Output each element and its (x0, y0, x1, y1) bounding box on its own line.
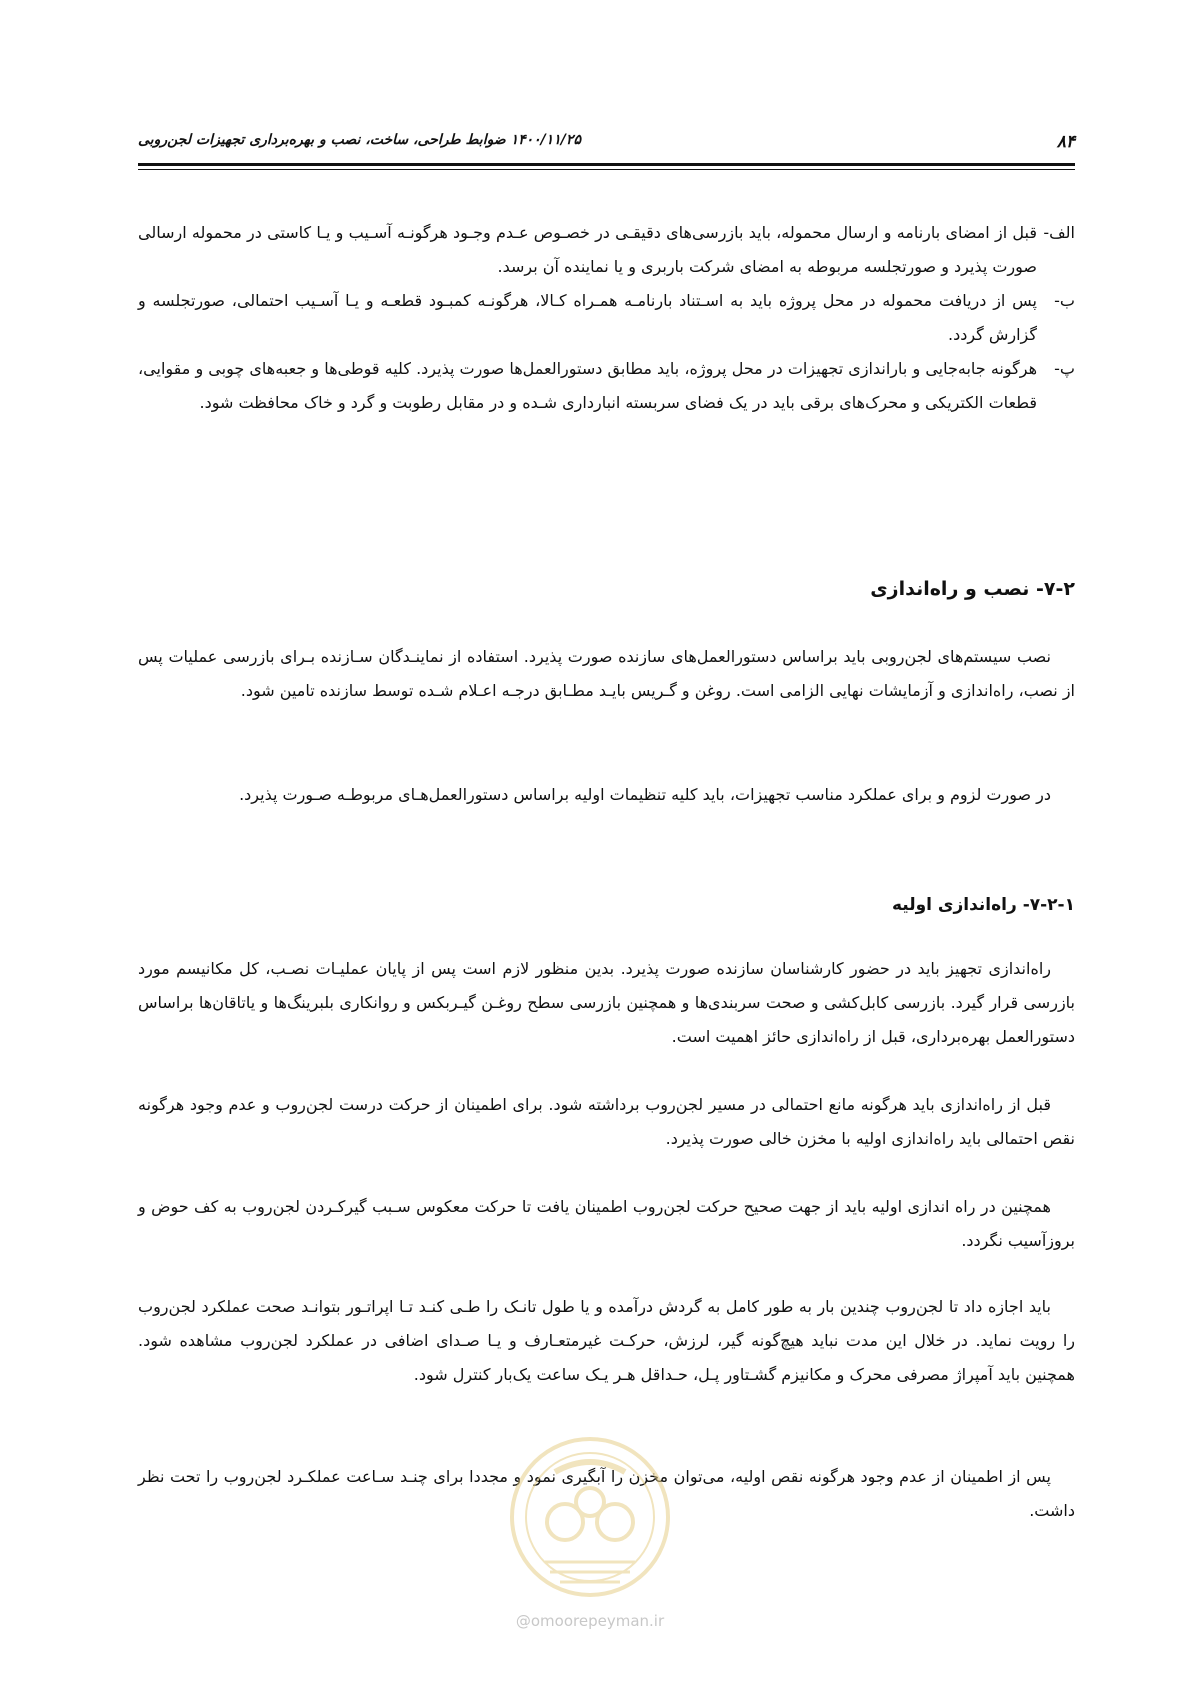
list-item (138, 352, 1075, 420)
paragraph: همچنین در راه اندازی اولیه باید از جهت صحیح حرکت لجن‌روب اطمینان یافت تا حرکت معکوس سـبب گیرکـردن لجن‌روب به کف حوض و بروزآسیب نگردد. (138, 1197, 1075, 1250)
list-item (138, 284, 1075, 352)
page-number: ۸۴ (1056, 132, 1075, 152)
running-title: ۱۴۰۰/۱۱/۲۵ ضوابط طراحی، ساخت، نصب و بهره‌برداری تجهیزات لجن‌روبی (138, 132, 581, 148)
paragraph: راه‌اندازی تجهیز باید در حضور کارشناسان سازنده صورت پذیرد. بدین منظور لازم است پس از پایان عملیـات نصـب، کل مکانیسم مورد بازرسی قرار گیرد. بازرسی کابل‌کشی و صحت سربندی‌ها و همچنین بازرسی سطح روغـن گیـربکس و روانکاری بلبرینگ‌ها و یاتاقان‌ها براساس دستورالعمل بهره‌برداری، قبل از راه‌اندازی حائز اهمیت است. (138, 959, 1075, 1046)
list-item-text: پس از دریافت محموله در محل پروژه باید به اسـتناد بارنامـه همـراه کـالا، هرگونـه کمبـود قطعـه و یـا آسـیب احتمالی، صورتجلسه و گزارش گردد. (138, 291, 1037, 344)
requirements-list (138, 216, 1075, 420)
list-item-text: قبل از امضای بارنامه و ارسال محموله، باید بازرسی‌های دقیقـی در خصـوص عـدم وجـود هرگونـه آسـیب و یـا کاستی در محموله ارسالی صورت پذیرد و صورتجلسه مربوطه به امضای شرکت باربری و یا نماینده آن برسد. (138, 223, 1037, 276)
paragraph: پس از اطمینان از عدم وجود هرگونه نقص اولیه، می‌توان مخزن را آبگیری نمود و مجددا برای چنـد سـاعت عملکـرد لجن‌روب را تحت نظر داشت. (138, 1467, 1075, 1520)
header-rule-thick (138, 163, 1075, 166)
list-marker: پ- (1054, 359, 1075, 378)
section-heading: ۷-۲- نصب و راه‌اندازی (870, 578, 1075, 600)
watermark-url: @omoorepeyman.ir (515, 1612, 665, 1630)
list-item-text: هرگونه جابه‌جایی و باراندازی تجهیزات در محل پروژه، باید مطابق دستورالعمل‌ها صورت پذیرد. کلیه قوطی‌ها و جعبه‌های چوبی و مقوایی، قطعات الکتریکی و محرک‌های برقی باید در یک فضای سربسته انبارداری شـده و در مقابل رطوبت و گرد و خاک محافظت شود. (138, 359, 1037, 412)
paragraph: در صورت لزوم و برای عملکرد مناسب تجهیزات، باید کلیه تنظیمات اولیه براساس دستورالعمل‌هـای مربوطـه صـورت پذیرد. (239, 785, 1051, 804)
list-item (138, 216, 1075, 284)
paragraph: باید اجازه داد تا لجن‌روب چندین بار به طور کامل به گردش درآمده و یا طول تانـک را طـی کنـد تـا اپراتـور بتوانـد صحت عملکرد لجن‌روب را رویت نماید. در خلال این مدت نباید هیچ‌گونه گیر، لرزش، حرکـت غیرمتعـارف و یـا صـدای اضافی در عملکرد لجن‌روب مشاهده شود. همچنین باید آمپراژ مصرفی محرک و مکانیزم گشـتاور پـل، حـداقل هـر یـک ساعت یک‌بار کنترل شود. (138, 1297, 1075, 1384)
list-marker: ب- (1054, 291, 1075, 310)
header-rule-thin (138, 169, 1075, 170)
page-header (138, 118, 1075, 158)
watermark-seal-icon (505, 1432, 675, 1602)
list-marker: الف- (1043, 223, 1075, 242)
paragraph: نصب سیستم‌های لجن‌روبی باید براساس دستورالعمل‌های سازنده صورت پذیرد. استفاده از نماینـدگان سـازنده بـرای بازرسی عملیات پس از نصب، راه‌اندازی و آزمایشات نهایی الزامی است. روغن و گـریس بایـد مطـابق درجـه اعـلام شـده توسط سازنده تامین شود. (138, 647, 1075, 700)
paragraph: قبل از راه‌اندازی باید هرگونه مانع احتمالی در مسیر لجن‌روب برداشته شود. برای اطمینان از حرکت درست لجن‌روب و عدم وجود هرگونه نقص احتمالی باید راه‌اندازی اولیه با مخزن خالی صورت پذیرد. (138, 1095, 1075, 1148)
subsection-heading: ۷-۲-۱- راه‌اندازی اولیه (891, 895, 1075, 915)
